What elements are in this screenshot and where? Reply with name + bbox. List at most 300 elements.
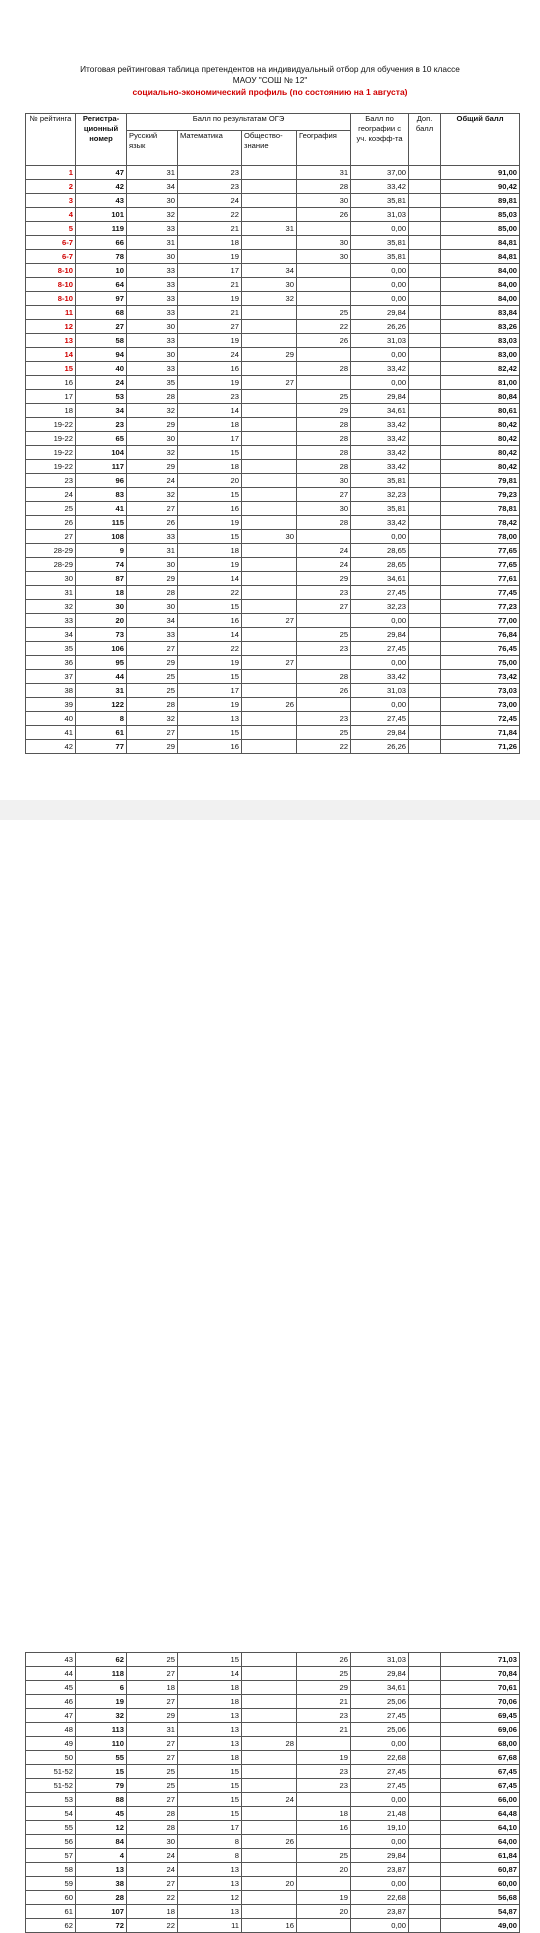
cell-math: 17 <box>178 432 242 446</box>
table-row <box>26 712 520 726</box>
cell-total: 79,23 <box>441 488 520 502</box>
cell-math: 8 <box>178 1849 242 1863</box>
cell-total: 84,00 <box>441 264 520 278</box>
cell-extra <box>409 488 441 502</box>
cell-geo <box>297 656 351 670</box>
cell-reg-number: 30 <box>76 600 127 614</box>
cell-russian: 30 <box>127 558 178 572</box>
cell-rank: 28-29 <box>26 558 76 572</box>
cell-russian: 31 <box>127 544 178 558</box>
cell-rank: 6-7 <box>26 236 76 250</box>
cell-reg-number: 20 <box>76 614 127 628</box>
cell-rank: 32 <box>26 600 76 614</box>
cell-geo: 23 <box>297 586 351 600</box>
cell-social <box>242 502 297 516</box>
cell-rank: 38 <box>26 684 76 698</box>
cell-rank: 46 <box>26 1695 76 1709</box>
cell-social <box>242 460 297 474</box>
cell-geo: 23 <box>297 1709 351 1723</box>
cell-geo <box>297 698 351 712</box>
table-row <box>26 1849 520 1863</box>
cell-social <box>242 1681 297 1695</box>
cell-math: 24 <box>178 348 242 362</box>
cell-math: 15 <box>178 1793 242 1807</box>
cell-extra <box>409 502 441 516</box>
cell-geo: 28 <box>297 362 351 376</box>
cell-reg-number: 78 <box>76 250 127 264</box>
cell-geo: 25 <box>297 390 351 404</box>
cell-rank: 57 <box>26 1849 76 1863</box>
cell-math: 19 <box>178 558 242 572</box>
cell-reg-number: 10 <box>76 264 127 278</box>
cell-reg-number: 68 <box>76 306 127 320</box>
cell-geo <box>297 614 351 628</box>
cell-reg-number: 15 <box>76 1765 127 1779</box>
cell-geo: 25 <box>297 1667 351 1681</box>
table-row <box>26 1877 520 1891</box>
cell-total: 67,45 <box>441 1779 520 1793</box>
cell-geo-coef: 0,00 <box>351 376 409 390</box>
cell-social <box>242 1905 297 1919</box>
cell-russian: 32 <box>127 446 178 460</box>
cell-geo-coef: 27,45 <box>351 1709 409 1723</box>
cell-geo: 28 <box>297 670 351 684</box>
cell-math: 18 <box>178 544 242 558</box>
cell-extra <box>409 334 441 348</box>
cell-rank: 4 <box>26 208 76 222</box>
cell-reg-number: 58 <box>76 334 127 348</box>
table-row <box>26 390 520 404</box>
cell-russian: 33 <box>127 334 178 348</box>
cell-extra <box>409 376 441 390</box>
cell-total: 83,84 <box>441 306 520 320</box>
cell-social <box>242 544 297 558</box>
cell-russian: 25 <box>127 684 178 698</box>
cell-math: 17 <box>178 264 242 278</box>
cell-rank: 18 <box>26 404 76 418</box>
cell-math: 19 <box>178 516 242 530</box>
table-row <box>26 488 520 502</box>
cell-total: 80,42 <box>441 432 520 446</box>
cell-social <box>242 362 297 376</box>
cell-russian: 24 <box>127 474 178 488</box>
cell-social <box>242 1709 297 1723</box>
rating-table-continued <box>25 1652 520 1933</box>
cell-geo-coef: 31,03 <box>351 1653 409 1667</box>
cell-rank: 48 <box>26 1723 76 1737</box>
document-title: Итоговая рейтинговая таблица претендентов на индивидуальный отбор для обучения в 10 классе <box>80 64 460 74</box>
table-row <box>26 558 520 572</box>
table-row <box>26 334 520 348</box>
table-row <box>26 250 520 264</box>
cell-geo: 28 <box>297 180 351 194</box>
cell-reg-number: 83 <box>76 488 127 502</box>
cell-geo-coef: 34,61 <box>351 572 409 586</box>
cell-math: 17 <box>178 1821 242 1835</box>
cell-geo-coef: 27,45 <box>351 712 409 726</box>
cell-social <box>242 432 297 446</box>
cell-rank: 8-10 <box>26 292 76 306</box>
cell-math: 23 <box>178 180 242 194</box>
cell-total: 60,87 <box>441 1863 520 1877</box>
cell-russian: 22 <box>127 1891 178 1905</box>
cell-social <box>242 726 297 740</box>
cell-social <box>242 586 297 600</box>
cell-extra <box>409 474 441 488</box>
header-total: Общий балл <box>441 114 520 166</box>
cell-total: 83,00 <box>441 348 520 362</box>
cell-geo-coef: 0,00 <box>351 348 409 362</box>
cell-total: 83,03 <box>441 334 520 348</box>
cell-reg-number: 24 <box>76 376 127 390</box>
cell-extra <box>409 236 441 250</box>
cell-total: 71,84 <box>441 726 520 740</box>
cell-rank: 54 <box>26 1807 76 1821</box>
cell-reg-number: 41 <box>76 502 127 516</box>
cell-geo-coef: 27,45 <box>351 1765 409 1779</box>
cell-geo-coef: 33,42 <box>351 180 409 194</box>
page-gap <box>0 800 540 820</box>
table-row <box>26 292 520 306</box>
cell-social <box>242 684 297 698</box>
cell-geo-coef: 0,00 <box>351 292 409 306</box>
cell-rank: 30 <box>26 572 76 586</box>
cell-russian: 28 <box>127 1807 178 1821</box>
cell-geo-coef: 0,00 <box>351 1835 409 1849</box>
cell-math: 15 <box>178 488 242 502</box>
cell-social <box>242 390 297 404</box>
cell-extra <box>409 1877 441 1891</box>
cell-rank: 42 <box>26 740 76 754</box>
cell-russian: 29 <box>127 656 178 670</box>
cell-social: 30 <box>242 278 297 292</box>
cell-geo: 30 <box>297 474 351 488</box>
cell-rank: 59 <box>26 1877 76 1891</box>
cell-reg-number: 88 <box>76 1793 127 1807</box>
table-row <box>26 516 520 530</box>
table-row <box>26 1737 520 1751</box>
cell-russian: 18 <box>127 1681 178 1695</box>
table-row <box>26 306 520 320</box>
cell-social: 16 <box>242 1919 297 1933</box>
cell-geo <box>297 264 351 278</box>
cell-reg-number: 55 <box>76 1751 127 1765</box>
table-row <box>26 1709 520 1723</box>
cell-reg-number: 64 <box>76 278 127 292</box>
cell-extra <box>409 208 441 222</box>
cell-math: 13 <box>178 1877 242 1891</box>
table-row <box>26 1765 520 1779</box>
cell-rank: 11 <box>26 306 76 320</box>
cell-russian: 33 <box>127 222 178 236</box>
cell-rank: 6-7 <box>26 250 76 264</box>
cell-social: 26 <box>242 698 297 712</box>
cell-russian: 25 <box>127 1765 178 1779</box>
cell-social <box>242 558 297 572</box>
cell-rank: 45 <box>26 1681 76 1695</box>
cell-total: 67,45 <box>441 1765 520 1779</box>
cell-rank: 28-29 <box>26 544 76 558</box>
cell-reg-number: 61 <box>76 726 127 740</box>
cell-social: 31 <box>242 222 297 236</box>
cell-reg-number: 94 <box>76 348 127 362</box>
cell-extra <box>409 1821 441 1835</box>
cell-geo-coef: 33,42 <box>351 362 409 376</box>
cell-geo-coef: 0,00 <box>351 656 409 670</box>
table-row <box>26 684 520 698</box>
cell-russian: 31 <box>127 166 178 180</box>
cell-rank: 49 <box>26 1737 76 1751</box>
cell-social <box>242 446 297 460</box>
cell-math: 16 <box>178 740 242 754</box>
header-geo: География <box>297 131 351 166</box>
cell-russian: 27 <box>127 1877 178 1891</box>
cell-geo-coef: 27,45 <box>351 586 409 600</box>
cell-geo <box>297 530 351 544</box>
cell-math: 21 <box>178 306 242 320</box>
cell-total: 85,00 <box>441 222 520 236</box>
cell-reg-number: 84 <box>76 1835 127 1849</box>
cell-geo-coef: 28,65 <box>351 544 409 558</box>
cell-geo: 30 <box>297 250 351 264</box>
cell-russian: 32 <box>127 712 178 726</box>
table-row <box>26 404 520 418</box>
cell-russian: 33 <box>127 264 178 278</box>
cell-russian: 29 <box>127 1709 178 1723</box>
cell-rank: 41 <box>26 726 76 740</box>
cell-social <box>242 488 297 502</box>
cell-reg-number: 79 <box>76 1779 127 1793</box>
cell-russian: 33 <box>127 628 178 642</box>
cell-russian: 30 <box>127 1835 178 1849</box>
cell-russian: 30 <box>127 194 178 208</box>
cell-extra <box>409 418 441 432</box>
cell-geo-coef: 22,68 <box>351 1751 409 1765</box>
cell-rank: 19-22 <box>26 418 76 432</box>
cell-social <box>242 1807 297 1821</box>
table-row <box>26 418 520 432</box>
table-row <box>26 194 520 208</box>
cell-geo-coef: 29,84 <box>351 306 409 320</box>
cell-math: 15 <box>178 600 242 614</box>
cell-geo: 22 <box>297 740 351 754</box>
cell-rank: 55 <box>26 1821 76 1835</box>
cell-geo: 19 <box>297 1751 351 1765</box>
cell-social: 28 <box>242 1737 297 1751</box>
cell-russian: 28 <box>127 1821 178 1835</box>
cell-russian: 33 <box>127 362 178 376</box>
cell-social <box>242 418 297 432</box>
cell-extra <box>409 726 441 740</box>
cell-russian: 30 <box>127 600 178 614</box>
cell-geo: 22 <box>297 320 351 334</box>
cell-total: 80,84 <box>441 390 520 404</box>
document-page-1 <box>0 0 540 800</box>
cell-russian: 27 <box>127 1667 178 1681</box>
cell-rank: 56 <box>26 1835 76 1849</box>
cell-geo-coef: 33,42 <box>351 432 409 446</box>
cell-rank: 61 <box>26 1905 76 1919</box>
cell-reg-number: 38 <box>76 1877 127 1891</box>
table-row <box>26 502 520 516</box>
cell-geo: 28 <box>297 516 351 530</box>
cell-extra <box>409 1919 441 1933</box>
cell-rank: 8-10 <box>26 278 76 292</box>
cell-geo <box>297 376 351 390</box>
cell-rank: 40 <box>26 712 76 726</box>
cell-math: 14 <box>178 572 242 586</box>
table-row <box>26 236 520 250</box>
cell-geo: 29 <box>297 404 351 418</box>
cell-geo-coef: 29,84 <box>351 390 409 404</box>
cell-geo-coef: 31,03 <box>351 208 409 222</box>
cell-reg-number: 44 <box>76 670 127 684</box>
cell-russian: 22 <box>127 1919 178 1933</box>
cell-math: 19 <box>178 698 242 712</box>
cell-russian: 32 <box>127 488 178 502</box>
cell-reg-number: 6 <box>76 1681 127 1695</box>
cell-reg-number: 72 <box>76 1919 127 1933</box>
cell-total: 85,03 <box>441 208 520 222</box>
cell-reg-number: 19 <box>76 1695 127 1709</box>
cell-reg-number: 23 <box>76 418 127 432</box>
cell-geo-coef: 23,87 <box>351 1863 409 1877</box>
cell-extra <box>409 530 441 544</box>
cell-reg-number: 101 <box>76 208 127 222</box>
cell-total: 61,84 <box>441 1849 520 1863</box>
header-rank: № рейтинга <box>26 114 76 166</box>
cell-total: 78,00 <box>441 530 520 544</box>
cell-social: 20 <box>242 1877 297 1891</box>
table-row <box>26 208 520 222</box>
table-row <box>26 1821 520 1835</box>
cell-social: 30 <box>242 530 297 544</box>
table-row <box>26 530 520 544</box>
cell-math: 24 <box>178 194 242 208</box>
cell-rank: 2 <box>26 180 76 194</box>
cell-russian: 35 <box>127 376 178 390</box>
cell-russian: 25 <box>127 1779 178 1793</box>
cell-total: 84,81 <box>441 236 520 250</box>
cell-geo: 25 <box>297 1849 351 1863</box>
cell-math: 14 <box>178 1667 242 1681</box>
cell-geo: 21 <box>297 1723 351 1737</box>
cell-math: 14 <box>178 404 242 418</box>
cell-russian: 33 <box>127 530 178 544</box>
cell-extra <box>409 1863 441 1877</box>
cell-social: 27 <box>242 614 297 628</box>
cell-russian: 28 <box>127 390 178 404</box>
cell-reg-number: 110 <box>76 1737 127 1751</box>
cell-geo: 18 <box>297 1807 351 1821</box>
cell-extra <box>409 614 441 628</box>
cell-reg-number: 45 <box>76 1807 127 1821</box>
table-row <box>26 264 520 278</box>
cell-geo-coef: 35,81 <box>351 250 409 264</box>
table-body-page-1 <box>26 166 520 754</box>
cell-geo-coef: 33,42 <box>351 446 409 460</box>
cell-math: 20 <box>178 474 242 488</box>
cell-russian: 31 <box>127 1723 178 1737</box>
table-row <box>26 1793 520 1807</box>
cell-social <box>242 1765 297 1779</box>
cell-total: 78,42 <box>441 516 520 530</box>
cell-russian: 34 <box>127 180 178 194</box>
cell-extra <box>409 390 441 404</box>
cell-total: 72,45 <box>441 712 520 726</box>
cell-geo-coef: 25,06 <box>351 1723 409 1737</box>
cell-social <box>242 712 297 726</box>
cell-social: 27 <box>242 376 297 390</box>
cell-math: 22 <box>178 586 242 600</box>
cell-reg-number: 13 <box>76 1863 127 1877</box>
cell-geo-coef: 0,00 <box>351 614 409 628</box>
cell-extra <box>409 628 441 642</box>
cell-geo <box>297 1877 351 1891</box>
cell-rank: 36 <box>26 656 76 670</box>
cell-social <box>242 1653 297 1667</box>
cell-math: 13 <box>178 1709 242 1723</box>
cell-reg-number: 53 <box>76 390 127 404</box>
table-row <box>26 180 520 194</box>
cell-geo: 21 <box>297 1695 351 1709</box>
cell-total: 66,00 <box>441 1793 520 1807</box>
cell-extra <box>409 348 441 362</box>
cell-russian: 27 <box>127 726 178 740</box>
table-row <box>26 1681 520 1695</box>
cell-russian: 27 <box>127 1695 178 1709</box>
cell-reg-number: 31 <box>76 684 127 698</box>
cell-reg-number: 18 <box>76 586 127 600</box>
table-row <box>26 1905 520 1919</box>
cell-math: 21 <box>178 222 242 236</box>
cell-social <box>242 1723 297 1737</box>
cell-extra <box>409 432 441 446</box>
cell-social <box>242 194 297 208</box>
rating-table <box>25 113 520 754</box>
table-row <box>26 628 520 642</box>
cell-russian: 29 <box>127 418 178 432</box>
cell-geo <box>297 1835 351 1849</box>
cell-math: 13 <box>178 712 242 726</box>
cell-social <box>242 236 297 250</box>
cell-extra <box>409 1765 441 1779</box>
cell-rank: 53 <box>26 1793 76 1807</box>
cell-extra <box>409 1905 441 1919</box>
cell-math: 22 <box>178 208 242 222</box>
table-body-page-2 <box>26 1653 520 1933</box>
cell-geo: 28 <box>297 446 351 460</box>
cell-reg-number: 77 <box>76 740 127 754</box>
cell-rank: 44 <box>26 1667 76 1681</box>
cell-russian: 25 <box>127 1653 178 1667</box>
cell-geo: 23 <box>297 642 351 656</box>
cell-geo <box>297 222 351 236</box>
cell-reg-number: 42 <box>76 180 127 194</box>
cell-social <box>242 1891 297 1905</box>
cell-extra <box>409 320 441 334</box>
cell-geo-coef: 0,00 <box>351 1737 409 1751</box>
cell-russian: 24 <box>127 1863 178 1877</box>
cell-total: 89,81 <box>441 194 520 208</box>
cell-russian: 28 <box>127 698 178 712</box>
cell-russian: 25 <box>127 670 178 684</box>
cell-geo-coef: 32,23 <box>351 488 409 502</box>
cell-extra <box>409 740 441 754</box>
cell-reg-number: 66 <box>76 236 127 250</box>
cell-reg-number: 40 <box>76 362 127 376</box>
cell-social: 27 <box>242 656 297 670</box>
